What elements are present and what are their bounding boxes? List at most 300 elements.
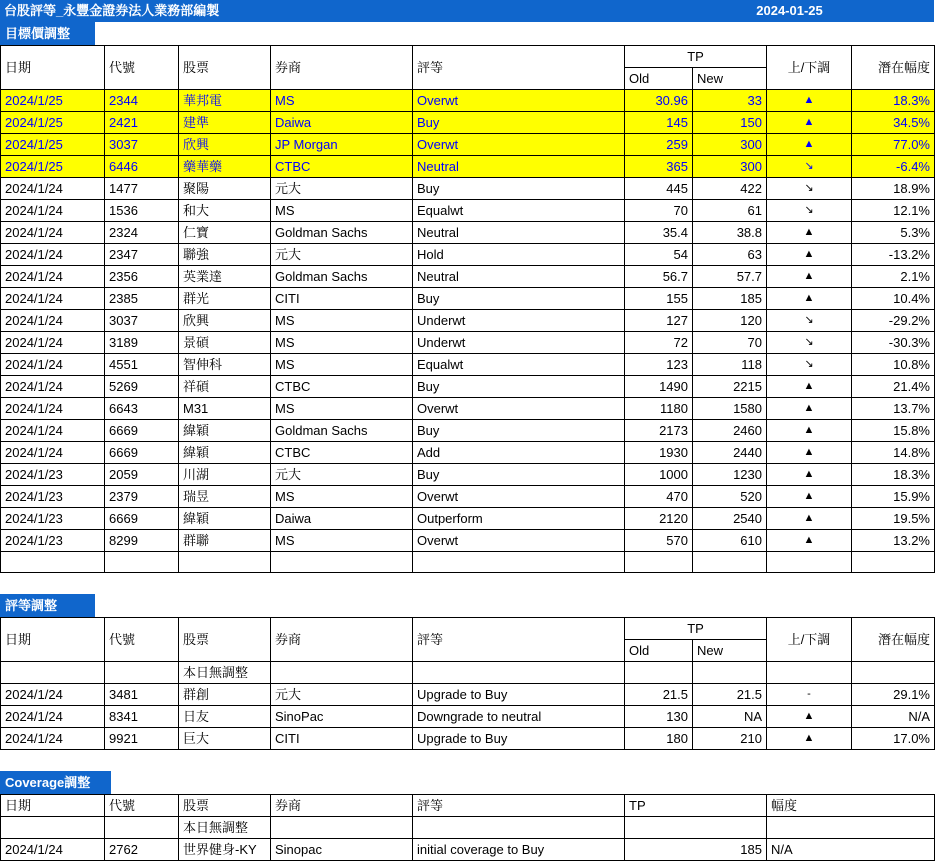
cell-stock: 日友 (179, 706, 271, 728)
cell-stock: 藥華藥 (179, 156, 271, 178)
cell-direction: - (767, 684, 852, 706)
table-row (1, 222, 935, 244)
cell-date: 2024/1/24 (1, 442, 105, 464)
cell-potential: 18.9% (852, 178, 935, 200)
cell-tp-new: 61 (693, 200, 767, 222)
cell-date: 2024/1/24 (1, 684, 105, 706)
col3-range: 幅度 (767, 795, 935, 817)
cell-potential: 13.2% (852, 530, 935, 552)
cell-tp-new: 118 (693, 354, 767, 376)
cell-broker: MS (271, 90, 413, 112)
cell-tp-old: 145 (625, 112, 693, 134)
cell-direction: ▲ (767, 530, 852, 552)
cell-empty (767, 552, 852, 573)
cell-potential: -30.3% (852, 332, 935, 354)
col2-tp-group: TP (625, 618, 767, 640)
cell-rating: Buy (413, 112, 625, 134)
cell-broker: 元大 (271, 244, 413, 266)
cell-broker: CITI (271, 728, 413, 750)
col3-rating: 評等 (413, 795, 625, 817)
cell-stock: 建準 (179, 112, 271, 134)
cell-direction: ▲ (767, 508, 852, 530)
cell-tp-new: 1580 (693, 398, 767, 420)
cell-range: N/A (767, 839, 935, 861)
col-direction: 上/下調 (767, 46, 852, 90)
cell-empty (852, 552, 935, 573)
table-row (1, 310, 935, 332)
cell-stock: 群創 (179, 684, 271, 706)
rating-adjust-body (1, 662, 935, 750)
col2-direction: 上/下調 (767, 618, 852, 662)
cell-tp-new: 38.8 (693, 222, 767, 244)
cell-potential: 34.5% (852, 112, 935, 134)
cell-direction: ▲ (767, 266, 852, 288)
cell-stock: 祥碩 (179, 376, 271, 398)
table-row (1, 839, 935, 861)
cell-direction: ↘ (767, 332, 852, 354)
cell-tp-new: 2460 (693, 420, 767, 442)
cell-broker: MS (271, 398, 413, 420)
cell-tp-new: 300 (693, 156, 767, 178)
cell-rating: Underwt (413, 310, 625, 332)
cell-broker: MS (271, 310, 413, 332)
cell-stock: 欣興 (179, 310, 271, 332)
cell-date: 2024/1/25 (1, 134, 105, 156)
cell-empty (105, 552, 179, 573)
cell-code: 2762 (105, 839, 179, 861)
table-row-note (1, 662, 935, 684)
cell-direction: ▲ (767, 222, 852, 244)
cell-date: 2024/1/24 (1, 839, 105, 861)
cell-rating: Add (413, 442, 625, 464)
cell-direction: ▲ (767, 398, 852, 420)
cell-tp-new: 57.7 (693, 266, 767, 288)
cell-potential: N/A (852, 706, 935, 728)
cell-tp-new: 21.5 (693, 684, 767, 706)
cell-tp-old: 259 (625, 134, 693, 156)
cell-stock: 川湖 (179, 464, 271, 486)
cell-tp-old: 570 (625, 530, 693, 552)
col2-potential: 潛在幅度 (852, 618, 935, 662)
cell-date: 2024/1/24 (1, 376, 105, 398)
cell-date: 2024/1/24 (1, 244, 105, 266)
cell-direction: ▲ (767, 134, 852, 156)
cell-code: 8299 (105, 530, 179, 552)
cell-code: 1536 (105, 200, 179, 222)
col-stock: 股票 (179, 46, 271, 90)
cell-tp-old: 1000 (625, 464, 693, 486)
section-bar-target-price (0, 22, 935, 45)
cell-potential: 10.8% (852, 354, 935, 376)
cell-rating: Upgrade to Buy (413, 684, 625, 706)
cell-tp-old: 1490 (625, 376, 693, 398)
cell-empty (1, 552, 105, 573)
cell-tp-new: 1230 (693, 464, 767, 486)
cell-tp-new: 610 (693, 530, 767, 552)
cell-broker: JP Morgan (271, 134, 413, 156)
cell-direction: ▲ (767, 288, 852, 310)
cell-code: 2324 (105, 222, 179, 244)
cell-broker: Daiwa (271, 508, 413, 530)
cell-tp: 185 (625, 839, 767, 861)
cell-potential: -6.4% (852, 156, 935, 178)
cell-tp-old: 180 (625, 728, 693, 750)
table-row (1, 156, 935, 178)
table-row (1, 684, 935, 706)
table-row (1, 266, 935, 288)
col3-code: 代號 (105, 795, 179, 817)
cell-stock: 瑞昱 (179, 486, 271, 508)
cell-direction: ↘ (767, 200, 852, 222)
cell-code: 3189 (105, 332, 179, 354)
table-row (1, 398, 935, 420)
col-tp-old: Old (625, 68, 693, 90)
cell-rating: Equalwt (413, 354, 625, 376)
section-bar-filler (95, 23, 935, 45)
table-row (1, 90, 935, 112)
cell-broker: Sinopac (271, 839, 413, 861)
cell-tp-new: 2540 (693, 508, 767, 530)
table3-header-row (1, 795, 935, 817)
cell-date: 2024/1/24 (1, 222, 105, 244)
target-price-body (1, 90, 935, 573)
table-row (1, 442, 935, 464)
cell-direction (767, 662, 852, 684)
cell-tp-old: 35.4 (625, 222, 693, 244)
cell-potential: 15.9% (852, 486, 935, 508)
cell-tp-old: 123 (625, 354, 693, 376)
col2-date: 日期 (1, 618, 105, 662)
col-rating: 評等 (413, 46, 625, 90)
cell-broker (271, 662, 413, 684)
cell-rating: Neutral (413, 156, 625, 178)
cell-broker: MS (271, 530, 413, 552)
cell-stock: 和大 (179, 200, 271, 222)
cell-broker: MS (271, 200, 413, 222)
col-code: 代號 (105, 46, 179, 90)
col3-stock: 股票 (179, 795, 271, 817)
cell-potential (852, 662, 935, 684)
cell-note: 本日無調整 (179, 817, 271, 839)
table-row (1, 486, 935, 508)
cell-code: 2347 (105, 244, 179, 266)
cell-stock: 世界健身-KY (179, 839, 271, 861)
cell-tp-new: 63 (693, 244, 767, 266)
cell-date: 2024/1/24 (1, 420, 105, 442)
cell-direction: ▲ (767, 376, 852, 398)
cell-date: 2024/1/24 (1, 200, 105, 222)
cell-code: 6669 (105, 420, 179, 442)
col3-broker: 券商 (271, 795, 413, 817)
cell-tp-old: 445 (625, 178, 693, 200)
cell-code: 2379 (105, 486, 179, 508)
table-header-row-1 (1, 46, 935, 68)
cell-direction: ▲ (767, 464, 852, 486)
section-bar-rating-adjust (0, 594, 935, 617)
cell-tp-old: 30.96 (625, 90, 693, 112)
cell-date: 2024/1/24 (1, 728, 105, 750)
cell-potential: 21.4% (852, 376, 935, 398)
cell-stock: 緯穎 (179, 508, 271, 530)
cell-tp-old: 1930 (625, 442, 693, 464)
cell-code: 2385 (105, 288, 179, 310)
cell-date: 2024/1/24 (1, 398, 105, 420)
cell-code: 9921 (105, 728, 179, 750)
cell-tp-new: NA (693, 706, 767, 728)
cell-tp-new: 185 (693, 288, 767, 310)
cell-direction: ↘ (767, 354, 852, 376)
cell-code (105, 662, 179, 684)
section-bar-filler-3 (111, 772, 935, 794)
table-row (1, 200, 935, 222)
cell-rating: Upgrade to Buy (413, 728, 625, 750)
cell-date: 2024/1/25 (1, 156, 105, 178)
cell-code: 2059 (105, 464, 179, 486)
cell-code (105, 817, 179, 839)
cell-empty (271, 552, 413, 573)
cell-direction: ▲ (767, 486, 852, 508)
title-bar (0, 0, 934, 22)
table2-header-row-1 (1, 618, 935, 640)
table-row (1, 728, 935, 750)
cell-direction: ↘ (767, 310, 852, 332)
spacer-1 (0, 573, 934, 594)
cell-stock: 聯強 (179, 244, 271, 266)
cell-tp-old: 56.7 (625, 266, 693, 288)
cell-date: 2024/1/23 (1, 486, 105, 508)
cell-rating: Equalwt (413, 200, 625, 222)
cell-date: 2024/1/23 (1, 464, 105, 486)
cell-tp (625, 817, 767, 839)
cell-date: 2024/1/24 (1, 706, 105, 728)
cell-tp-new: 2440 (693, 442, 767, 464)
cell-broker: CTBC (271, 156, 413, 178)
table-row-note (1, 817, 935, 839)
cell-tp-new: 2215 (693, 376, 767, 398)
cell-rating: Overwt (413, 486, 625, 508)
cell-tp-old: 2120 (625, 508, 693, 530)
cell-potential: 15.8% (852, 420, 935, 442)
cell-empty (179, 552, 271, 573)
col-broker: 券商 (271, 46, 413, 90)
cell-tp-old: 365 (625, 156, 693, 178)
report-title: 台股評等_永豐金證券法人業務部編製 (0, 0, 645, 22)
cell-rating: Overwt (413, 134, 625, 156)
table-row (1, 354, 935, 376)
table-row (1, 508, 935, 530)
section-bar-coverage-adjust (0, 771, 935, 794)
cell-potential: 18.3% (852, 90, 935, 112)
cell-tp-old: 72 (625, 332, 693, 354)
cell-potential: -13.2% (852, 244, 935, 266)
section-title-coverage-adjust: Coverage調整 (1, 772, 111, 794)
cell-broker: 元大 (271, 684, 413, 706)
cell-date: 2024/1/24 (1, 178, 105, 200)
cell-tp-new: 33 (693, 90, 767, 112)
cell-code: 2356 (105, 266, 179, 288)
col2-tp-new: New (693, 640, 767, 662)
rating-adjust-table (0, 617, 935, 750)
cell-code: 1477 (105, 178, 179, 200)
cell-tp-old: 2173 (625, 420, 693, 442)
cell-rating: Overwt (413, 530, 625, 552)
table-row (1, 134, 935, 156)
cell-code: 6669 (105, 442, 179, 464)
cell-tp-old (625, 662, 693, 684)
cell-rating: Buy (413, 464, 625, 486)
cell-range (767, 817, 935, 839)
col2-broker: 券商 (271, 618, 413, 662)
cell-rating: Hold (413, 244, 625, 266)
cell-rating (413, 662, 625, 684)
cell-broker: MS (271, 354, 413, 376)
col2-stock: 股票 (179, 618, 271, 662)
cell-date: 2024/1/23 (1, 508, 105, 530)
table-row (1, 530, 935, 552)
cell-rating: Underwt (413, 332, 625, 354)
cell-date: 2024/1/25 (1, 112, 105, 134)
cell-broker: Goldman Sachs (271, 420, 413, 442)
cell-broker: CTBC (271, 376, 413, 398)
col3-date: 日期 (1, 795, 105, 817)
cell-stock: M31 (179, 398, 271, 420)
cell-rating: Buy (413, 288, 625, 310)
cell-code: 2421 (105, 112, 179, 134)
cell-tp-old: 1180 (625, 398, 693, 420)
col-date: 日期 (1, 46, 105, 90)
cell-broker: SinoPac (271, 706, 413, 728)
cell-empty (413, 552, 625, 573)
cell-tp-old: 54 (625, 244, 693, 266)
cell-tp-old: 127 (625, 310, 693, 332)
cell-direction: ▲ (767, 728, 852, 750)
cell-stock: 群光 (179, 288, 271, 310)
cell-potential: 10.4% (852, 288, 935, 310)
col3-tp: TP (625, 795, 767, 817)
cell-tp-new: 520 (693, 486, 767, 508)
cell-code: 8341 (105, 706, 179, 728)
col-potential: 潛在幅度 (852, 46, 935, 90)
cell-date: 2024/1/24 (1, 266, 105, 288)
section-bar-filler-2 (95, 595, 935, 617)
cell-rating: Overwt (413, 398, 625, 420)
cell-rating: Buy (413, 376, 625, 398)
cell-stock: 緯穎 (179, 420, 271, 442)
cell-direction: ▲ (767, 244, 852, 266)
cell-date: 2024/1/24 (1, 332, 105, 354)
cell-tp-old: 21.5 (625, 684, 693, 706)
cell-broker: MS (271, 332, 413, 354)
table-row (1, 332, 935, 354)
cell-code: 2344 (105, 90, 179, 112)
cell-tp-new: 150 (693, 112, 767, 134)
table-row (1, 288, 935, 310)
table-row-empty (1, 552, 935, 573)
cell-potential: 19.5% (852, 508, 935, 530)
cell-date: 2024/1/24 (1, 354, 105, 376)
cell-direction: ▲ (767, 706, 852, 728)
cell-rating: Buy (413, 178, 625, 200)
cell-date (1, 817, 105, 839)
cell-stock: 群聯 (179, 530, 271, 552)
cell-potential: 77.0% (852, 134, 935, 156)
coverage-adjust-table (0, 794, 935, 861)
cell-code: 5269 (105, 376, 179, 398)
cell-direction: ▲ (767, 90, 852, 112)
cell-code: 3037 (105, 310, 179, 332)
cell-potential: 13.7% (852, 398, 935, 420)
cell-rating: Neutral (413, 222, 625, 244)
cell-tp-old: 155 (625, 288, 693, 310)
cell-potential: 14.8% (852, 442, 935, 464)
cell-date: 2024/1/24 (1, 310, 105, 332)
cell-code: 6669 (105, 508, 179, 530)
cell-potential: 12.1% (852, 200, 935, 222)
cell-date: 2024/1/24 (1, 288, 105, 310)
cell-tp-old: 130 (625, 706, 693, 728)
target-price-table (0, 45, 935, 573)
cell-rating: Downgrade to neutral (413, 706, 625, 728)
cell-rating (413, 817, 625, 839)
cell-tp-new: 70 (693, 332, 767, 354)
cell-tp-new (693, 662, 767, 684)
table-row (1, 706, 935, 728)
cell-direction: ▲ (767, 112, 852, 134)
col2-rating: 評等 (413, 618, 625, 662)
cell-code: 6643 (105, 398, 179, 420)
report-date: 2024-01-25 (645, 0, 934, 22)
cell-tp-old: 70 (625, 200, 693, 222)
spacer-2 (0, 750, 934, 771)
cell-note: 本日無調整 (179, 662, 271, 684)
table-row (1, 376, 935, 398)
cell-rating: Overwt (413, 90, 625, 112)
col2-tp-old: Old (625, 640, 693, 662)
cell-potential: 17.0% (852, 728, 935, 750)
cell-tp-new: 120 (693, 310, 767, 332)
cell-broker: 元大 (271, 464, 413, 486)
table-row (1, 112, 935, 134)
cell-broker: Goldman Sachs (271, 222, 413, 244)
cell-direction: ▲ (767, 420, 852, 442)
cell-code: 3481 (105, 684, 179, 706)
cell-potential: -29.2% (852, 310, 935, 332)
cell-stock: 欣興 (179, 134, 271, 156)
cell-rating: initial coverage to Buy (413, 839, 625, 861)
col2-code: 代號 (105, 618, 179, 662)
col-tp-group: TP (625, 46, 767, 68)
cell-rating: Buy (413, 420, 625, 442)
cell-tp-old: 470 (625, 486, 693, 508)
cell-empty (625, 552, 693, 573)
cell-date: 2024/1/23 (1, 530, 105, 552)
cell-date: 2024/1/25 (1, 90, 105, 112)
cell-code: 3037 (105, 134, 179, 156)
cell-stock: 緯穎 (179, 442, 271, 464)
cell-stock: 巨大 (179, 728, 271, 750)
cell-direction: ↘ (767, 178, 852, 200)
table-row (1, 464, 935, 486)
cell-potential: 18.3% (852, 464, 935, 486)
cell-code: 4551 (105, 354, 179, 376)
cell-broker: Daiwa (271, 112, 413, 134)
cell-tp-new: 422 (693, 178, 767, 200)
cell-broker: Goldman Sachs (271, 266, 413, 288)
cell-rating: Neutral (413, 266, 625, 288)
cell-empty (693, 552, 767, 573)
cell-broker: 元大 (271, 178, 413, 200)
cell-code: 6446 (105, 156, 179, 178)
